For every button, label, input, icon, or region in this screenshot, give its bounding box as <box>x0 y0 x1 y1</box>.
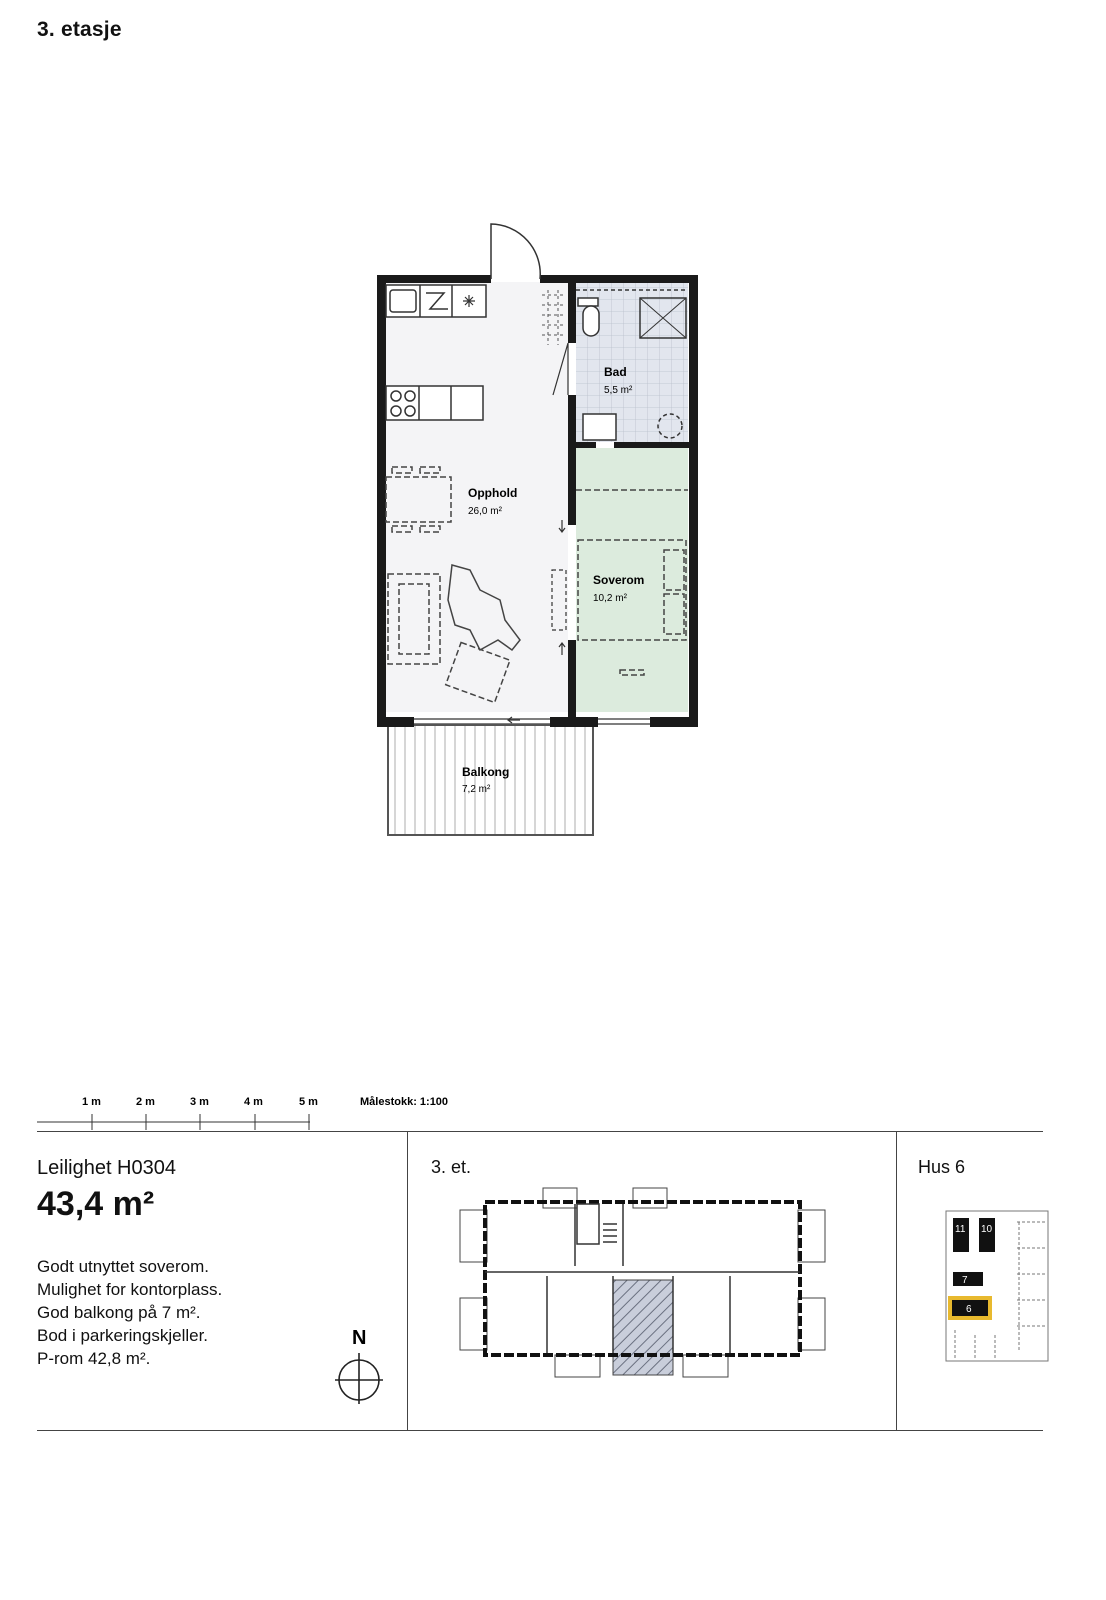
room-area-balkong: 7,2 m² <box>462 784 491 795</box>
scale-bar <box>0 1080 520 1130</box>
info-top-rule <box>37 1131 1043 1132</box>
site-building-7 <box>953 1272 983 1286</box>
room-area-soverom: 10,2 m² <box>593 593 627 604</box>
site-building-11-label: 11 <box>955 1224 966 1235</box>
info-divider-2 <box>896 1131 897 1431</box>
floor-title: 3. etasje <box>37 18 122 41</box>
site-plan <box>945 1210 1055 1370</box>
description-line: God balkong på 7 m². <box>37 1303 201 1322</box>
scale-tick-2: 2 m <box>136 1096 155 1108</box>
scale-tick-3: 3 m <box>190 1096 209 1108</box>
room-name-bad: Bad <box>604 365 627 379</box>
site-building-6-label: 6 <box>966 1304 972 1315</box>
scale-tick-5: 5 m <box>299 1096 318 1108</box>
key-plan <box>455 1180 835 1390</box>
room-area-bad: 5,5 m² <box>604 385 633 396</box>
site-house-label: Hus 6 <box>918 1157 966 1177</box>
scale-label: Målestokk: 1:100 <box>360 1096 449 1108</box>
highlighted-unit <box>613 1280 673 1375</box>
description-line: Mulighet for kontorplass. <box>37 1280 223 1299</box>
compass-north-label: N <box>352 1327 367 1349</box>
compass <box>330 1320 390 1405</box>
key-plan-floor-label: 3. et. <box>431 1157 472 1177</box>
description-line: P-rom 42,8 m². <box>37 1349 151 1368</box>
site-building-7-label: 7 <box>962 1275 968 1286</box>
unit-area: 43,4 m² <box>37 1185 155 1223</box>
windows <box>414 719 650 724</box>
room-name-balkong: Balkong <box>462 765 510 779</box>
scale-tick-1: 1 m <box>82 1096 101 1108</box>
scale-tick-4: 4 m <box>244 1096 263 1108</box>
unit-title: Leilighet H0304 <box>37 1157 176 1179</box>
room-area-opphold: 26,0 m² <box>468 506 502 517</box>
balcony <box>388 725 593 835</box>
description-line: Godt utnyttet soverom. <box>37 1257 209 1276</box>
description-line: Bod i parkeringskjeller. <box>37 1326 209 1345</box>
room-name-soverom: Soverom <box>593 573 645 587</box>
room-name-opphold: Opphold <box>468 486 518 500</box>
entrance-door <box>491 224 540 279</box>
info-divider-1 <box>407 1131 408 1431</box>
compass-icon <box>335 1353 383 1404</box>
info-bottom-rule <box>37 1430 1043 1431</box>
site-building-10-label: 10 <box>981 1224 993 1235</box>
unit-description <box>37 1255 222 1370</box>
